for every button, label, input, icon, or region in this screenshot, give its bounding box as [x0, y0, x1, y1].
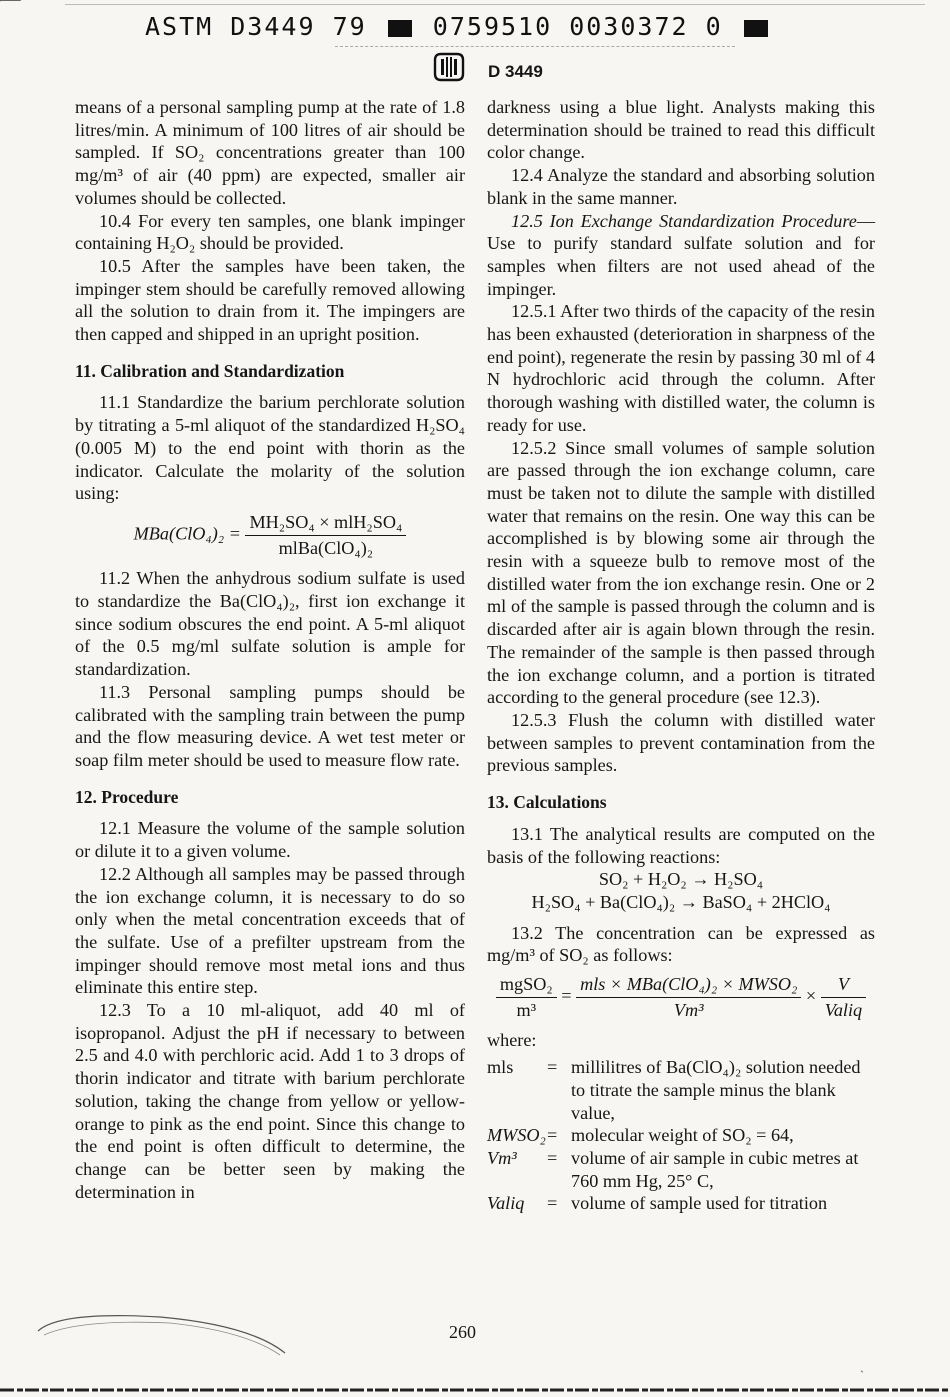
scan-tick-mark: `: [860, 1368, 864, 1382]
heading-section-12: 12. Procedure: [75, 786, 179, 807]
heading-section-13: 13. Calculations: [487, 792, 607, 813]
formula-main-numerator: mls × MBa(ClO₄)₂ × MWSO₂: [576, 973, 801, 998]
left-column: [75, 96, 465, 1203]
formula-fraction-main: [576, 973, 801, 1021]
equation-fraction: [245, 511, 406, 559]
definition-row: [487, 1056, 875, 1124]
definition-text: molecular weight of SO₂ = 64,: [571, 1125, 794, 1146]
formula-lhs-denominator: m³: [516, 999, 537, 1020]
definition-equals: =: [547, 1125, 558, 1146]
right-column: [487, 96, 875, 1215]
formula-main-denominator: Vm³: [673, 999, 704, 1020]
definition-row: [487, 1124, 875, 1147]
paragraph-darkness: darkness using a blue light. Analysts making this determination should be trained to read this difficult color change.: [487, 97, 875, 163]
header-code-part2: 0759510 0030372 0: [432, 12, 723, 41]
formula-fraction-aliquot: [821, 973, 866, 1021]
paragraph-12-4: 12.4 Analyze the standard and absorbing solution blank in the same manner.: [487, 165, 875, 208]
definition-symbol: Vm³: [487, 1147, 517, 1168]
formula-aliquot-numerator: V: [821, 973, 866, 998]
molarity-equation: [75, 511, 465, 559]
formula-times: ×: [805, 985, 817, 1006]
header-code-part1: ASTM D3449 79: [145, 12, 367, 41]
formula-fraction-lhs: [496, 973, 557, 1021]
header-code: [145, 12, 772, 41]
page-number: 260: [449, 1322, 476, 1342]
paragraph-12-2: 12.2 Although all samples may be passed through the ion exchange column, it is necessary to do so only when the metal concentration exceeds that of the sulfate. Use of a prefilter upstream from the impinger should remove most metal ions and thus eliminate this entire step.: [75, 863, 465, 998]
paragraph-12-5-2: 12.5.2 Since small volumes of sample solution are passed through the ion exchange column, care must be taken not to dilute the sample with distilled water that remains on the resin. One way this can be accomplished is by blowing some air through the resin with a squeeze bulb to remove most of the distilled water from the ion exchange resin. One or 2 ml of the sample is passed through the column and is discarded after air is again blown through the resin. The remainder of the sample is then passed through the ion exchange column, and a portion is titrated according to the general procedure (see 12.3).: [487, 437, 875, 708]
reaction-2: H₂SO₄ + Ba(ClO₄)₂ → BaSO₄ + 2HClO₄: [531, 891, 831, 912]
paragraph-12-5-3: 12.5.3 Flush the column with distilled water between samples to prevent contamination from the previous samples.: [487, 709, 875, 776]
paragraph-12-3: 12.3 To a 10 ml-aliquot, add 40 ml of isopropanol. Adjust the pH if necessary to between 2.5 and 4.0 with perchloric acid. Add 1 to 3 drops of thorin indicator and titrate with barium perchlorate solution, taking the change from yellow or yellow-orange to pink as the end point. Since this change to the end point is often difficult to determine, the change can be better seen by making the determination in: [75, 1000, 465, 1202]
definition-symbol: mls: [487, 1057, 514, 1078]
paragraph-11-1: 11.1 Standardize the barium perchlorate solution by titrating a 5-ml aliquot of the standardized H₂SO₄ (0.005 M) to the end point with thorin as the indicator. Calculate the molarity of the solution using:: [75, 392, 465, 504]
scan-bottom-edge: [0, 1388, 950, 1392]
paragraph-10-5: 10.5 After the samples have been taken, the impinger stem should be carefully removed allowing all the solution to drain from it. The impingers are then capped and shipped in an upright position.: [75, 255, 465, 345]
formula-equals: =: [561, 985, 572, 1006]
concentration-formula: [487, 973, 875, 1021]
paragraph-sampling-rate: means of a personal sampling pump at the rate of 1.8 litres/min. A minimum of 100 litres of air should be sampled. If SO₂ concentrations greater than 100 mg/m³ of air (40 ppm) are expected, smaller air volumes should be collected.: [75, 97, 465, 208]
reaction-1: SO₂ + H₂O₂ → H₂SO₄: [598, 869, 764, 890]
formula-aliquot-denominator: Valiq: [824, 999, 863, 1020]
equation-denominator: mlBa(ClO₄)₂: [278, 537, 374, 558]
definitions-list: [487, 1056, 875, 1215]
ion-exchange-title: 12.5 Ion Exchange Standardization Procedure: [511, 210, 857, 231]
paragraph-11-3: 11.3 Personal sampling pumps should be calibrated with the sampling train between the pump and the flow measuring device. A wet test meter or soap film meter should be used to measure flow rate.: [75, 681, 465, 770]
equation-lhs: MBa(ClO₄)₂ =: [133, 523, 241, 544]
definition-row: [487, 1147, 875, 1192]
standard-designation: D 3449: [488, 62, 543, 81]
header-block-mark-end: [744, 20, 768, 37]
scan-corner-mark: [0, 0, 21, 31]
formula-lhs-numerator: mgSO₂: [496, 973, 557, 998]
paragraph-11-2: 11.2 When the anhydrous sodium sulfate is used to standardize the Ba(ClO₄)₂, first ion exchange it since sodium obscures the end point. A 5-ml aliquot of the 0.5 mg/ml sulfate solution is ample for standardization.: [75, 568, 465, 680]
paragraph-12-5: [487, 210, 875, 301]
definition-symbol: Valiq: [487, 1193, 525, 1214]
paragraph-10-4: 10.4 For every ten samples, one blank impinger containing H₂O₂ should be provided.: [75, 210, 465, 254]
paragraph-12-5-1: 12.5.1 After two thirds of the capacity of the resin has been exhausted (deterioration in sharpness of the end point), regenerate the resin by passing 30 ml of 4 N hydrochloric acid through the column. After thorough washing with distilled water, the column is ready for use.: [487, 301, 875, 435]
header-dashed-line: [335, 46, 735, 47]
header-block-mark: [388, 20, 412, 37]
ion-exchange-body: —Use to purify standard sulfate solution and for samples when filters are not used ahead of the impinger.: [487, 210, 875, 299]
definition-text: millilitres of Ba(ClO₄)₂ solution needed to titrate the sample minus the blank value,: [571, 1057, 861, 1123]
equation-numerator: MH₂SO₄ × mlH₂SO₄: [245, 511, 406, 536]
definition-text: volume of air sample in cubic metres at 760 mm Hg, 25° C,: [571, 1147, 859, 1191]
astm-logo-icon: [431, 52, 467, 82]
scan-top-rule: [65, 4, 925, 5]
paragraph-13-2: 13.2 The concentration can be expressed as mg/m³ of SO₂ as follows:: [487, 922, 875, 966]
definition-equals: =: [547, 1057, 558, 1078]
definition-equals: =: [547, 1193, 558, 1214]
where-label: where:: [487, 1030, 537, 1051]
paragraph-12-1: 12.1 Measure the volume of the sample solution or dilute it to a given volume.: [75, 818, 465, 862]
definition-equals: =: [547, 1147, 558, 1168]
definition-row: [487, 1192, 875, 1215]
definition-text: volume of sample used for titration: [571, 1193, 828, 1214]
pen-stroke-mark: [30, 1305, 300, 1365]
definition-symbol: MWSO₂: [487, 1125, 546, 1146]
heading-section-11: 11. Calibration and Standardization: [75, 360, 345, 381]
paragraph-13-1: 13.1 The analytical results are computed on the basis of the following reactions:: [487, 823, 875, 867]
